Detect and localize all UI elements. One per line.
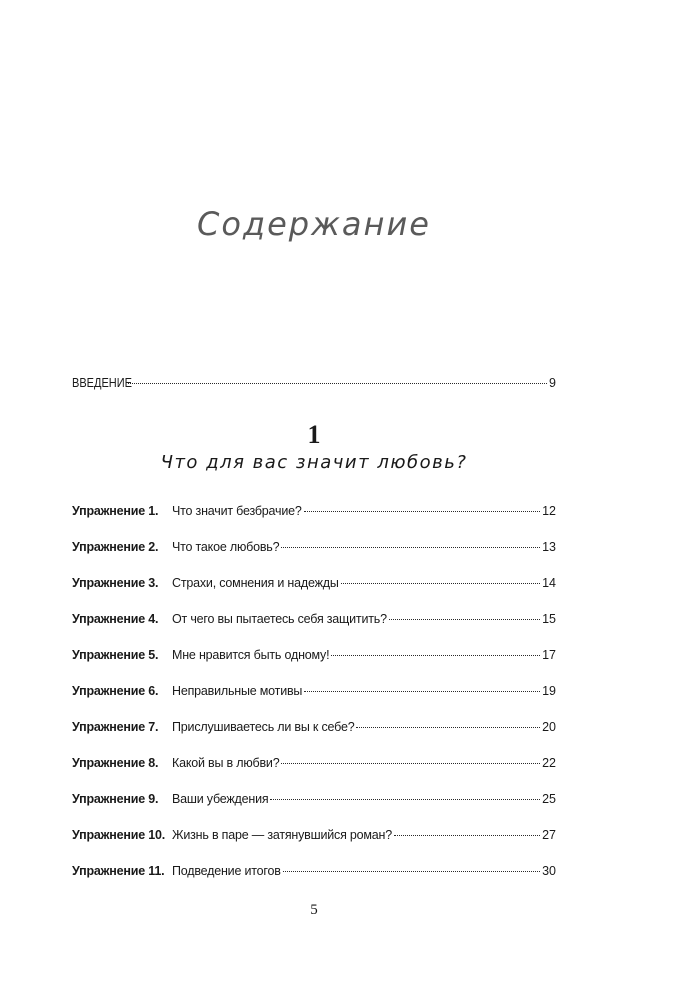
exercise-title: Мне нравится быть одному! (172, 648, 330, 662)
dot-leader (304, 679, 540, 692)
toc-entry[interactable] (72, 538, 556, 555)
dot-leader (128, 371, 547, 384)
dot-leader (341, 571, 540, 584)
toc-entry[interactable] (72, 610, 556, 627)
toc-entry[interactable] (72, 502, 556, 519)
chapter-number: 1 (307, 420, 321, 449)
exercise-title: Жизнь в паре — затянувшийся роман? (172, 828, 393, 842)
exercise-label: Упражнение 3. (72, 576, 159, 590)
exercise-label: Упражнение 2. (72, 540, 159, 554)
page-number: 5 (310, 902, 318, 918)
toc-entry[interactable] (72, 826, 556, 843)
toc-entry[interactable] (72, 862, 556, 879)
exercise-page: 30 (542, 864, 556, 878)
toc-entry-intro[interactable] (72, 374, 556, 391)
exercise-page: 14 (542, 576, 556, 590)
dot-leader (304, 499, 540, 512)
exercise-label: Упражнение 6. (72, 684, 159, 698)
chapter-title: Что для вас значит любовь? (160, 452, 468, 473)
dot-leader (389, 607, 540, 620)
toc-entry[interactable] (72, 574, 556, 591)
exercise-label: Упражнение 8. (72, 756, 159, 770)
exercise-page: 19 (542, 684, 556, 698)
toc-entry[interactable] (72, 754, 556, 771)
exercise-label: Упражнение 9. (72, 792, 159, 806)
exercise-title: Подведение итогов (172, 864, 281, 878)
dot-leader (281, 535, 540, 548)
toc-entry-page: 9 (549, 376, 556, 390)
exercise-page: 13 (542, 540, 556, 554)
exercise-title: Что значит безбрачие? (172, 504, 302, 518)
toc-entry-label: ВВЕДЕНИЕ (72, 376, 132, 390)
dot-leader (281, 751, 540, 764)
exercise-title: Неправильные мотивы (172, 684, 303, 698)
toc-entry[interactable] (72, 646, 556, 663)
exercise-label: Упражнение 10. (72, 828, 166, 842)
exercise-page: 25 (542, 792, 556, 806)
exercise-page: 12 (542, 504, 556, 518)
toc-entry[interactable] (72, 718, 556, 735)
dot-leader (394, 823, 540, 836)
exercise-page: 17 (542, 648, 556, 662)
exercise-label: Упражнение 7. (72, 720, 159, 734)
dot-leader (270, 787, 540, 800)
dot-leader (283, 859, 540, 872)
exercise-label: Упражнение 5. (72, 648, 159, 662)
exercise-title: Прислушиваетесь ли вы к себе? (172, 720, 355, 734)
dot-leader (356, 715, 540, 728)
exercise-page: 22 (542, 756, 556, 770)
toc-entry[interactable] (72, 682, 556, 699)
exercise-label: Упражнение 11. (72, 864, 165, 878)
toc-title: Содержание (197, 205, 431, 243)
exercise-title: Какой вы в любви? (172, 756, 280, 770)
exercise-title: Что такое любовь? (172, 540, 280, 554)
exercise-page: 15 (542, 612, 556, 626)
exercise-title: От чего вы пытаетесь себя защитить? (172, 612, 387, 626)
exercise-title: Ваши убеждения (172, 792, 269, 806)
exercise-label: Упражнение 4. (72, 612, 159, 626)
exercise-title: Страхи, сомнения и надежды (172, 576, 339, 590)
toc-entry[interactable] (72, 790, 556, 807)
exercise-label: Упражнение 1. (72, 504, 159, 518)
exercise-page: 20 (542, 720, 556, 734)
dot-leader (331, 643, 540, 656)
exercise-page: 27 (542, 828, 556, 842)
